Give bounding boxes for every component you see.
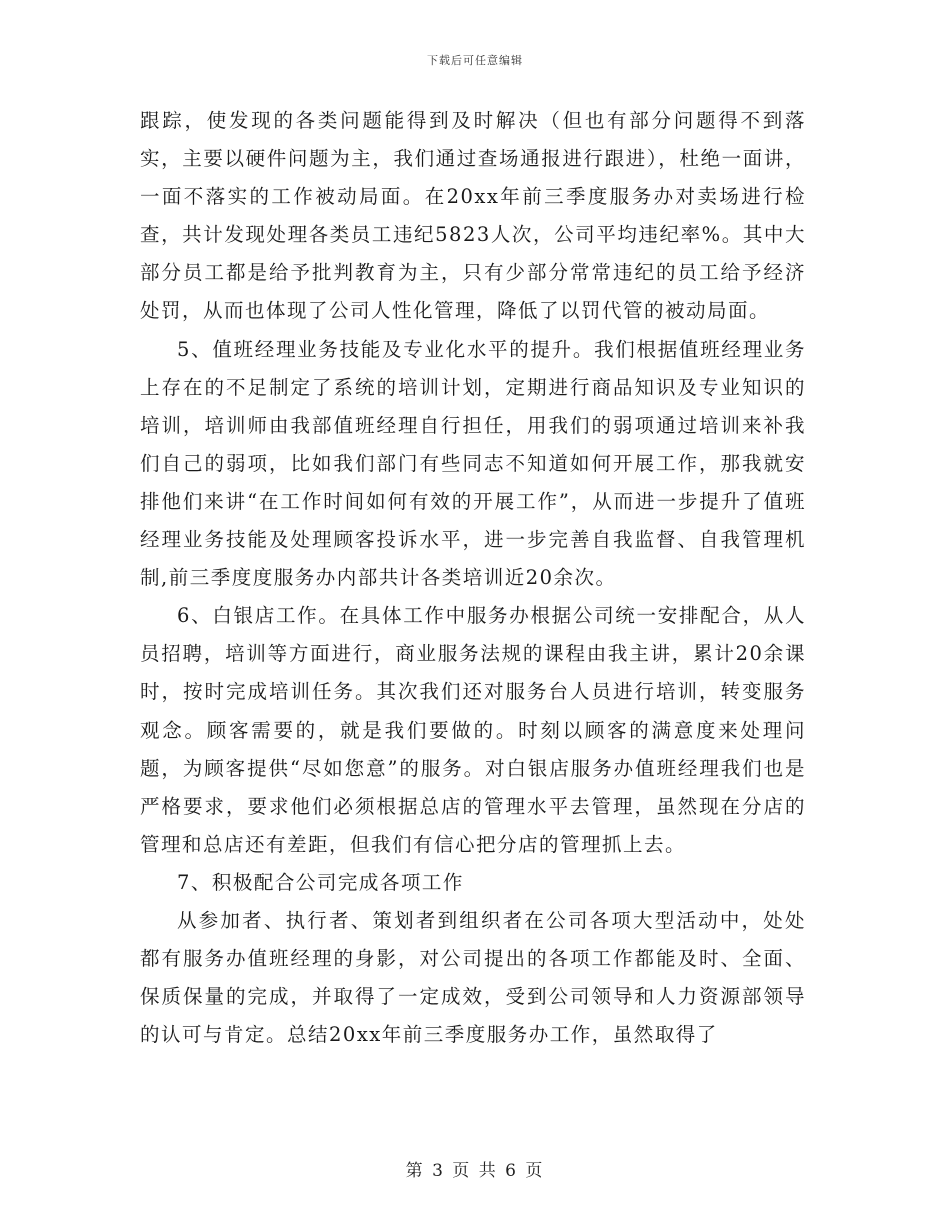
page-header: 下载后可任意编辑 (427, 54, 523, 67)
paragraph-baiyin-store: 6、白银店工作。在具体工作中服务办根据公司统一安排配合，从人员招聘，培训等方面进行，商业服务法规的课程由我主讲，累计20余课时，按时完成培训任务。其次我们还对服务台人员进行培训，转变服务观念。顾客需要的，就是我们要做的。时刻以顾客的满意度来处理问题，为顾客提供“尽如您意”的服务。对白银店服务办值班经理我们也是严格要求，要求他们必须根据总店的管理水平去管理，虽然现在分店的管理和总店还有差距，但我们有信心把分店的管理抓上去。 (140, 604, 806, 856)
paragraph-tracking: 跟踪，使发现的各类问题能得到及时解决（但也有部分问题得不到落实，主要以硬件问题为主，我们通过查场通报进行跟进），杜绝一面讲，一面不落实的工作被动局面。在20xx年前三季度服务办对卖场进行检查，共计发现处理各类员工违纪5823人次，公司平均违纪率%。其中大部分员工都是给予批判教育为主，只有少部分常常违纪的员工给予经济处罚，从而也体现了公司人性化管理，降低了以罚代管的被动局面。 (140, 109, 806, 323)
paragraph-heading-cooperation: 7、积极配合公司完成各项工作 (177, 870, 464, 894)
document-body (140, 102, 806, 1054)
page-number: 第 3 页 共 6 页 (405, 1161, 545, 1181)
paragraph-skills-training: 5、值班经理业务技能及专业化水平的提升。我们根据值班经理业务上存在的不足制定了系统的培训计划，定期进行商品知识及专业知识的培训，培训师由我部值班经理自行担任，用我们的弱项通过培训来补我们自己的弱项，比如我们部门有些同志不知道如何开展工作，那我就安排他们来讲“在工作时间如何有效的开展工作”，从而进一步提升了值班经理业务技能及处理顾客投诉水平，进一步完善自我监督、自我管理机制,前三季度度服务办内部共计各类培训近20余次。 (140, 337, 806, 590)
paragraph-activities: 从参加者、执行者、策划者到组织者在公司各项大型活动中，处处都有服务办值班经理的身影，对公司提出的各项工作都能及时、全面、保质保量的完成，并取得了一定成效，受到公司领导和人力资源部领导的认可与肯定。总结20xx年前三季度服务办工作，虽然取得了 (140, 908, 806, 1047)
